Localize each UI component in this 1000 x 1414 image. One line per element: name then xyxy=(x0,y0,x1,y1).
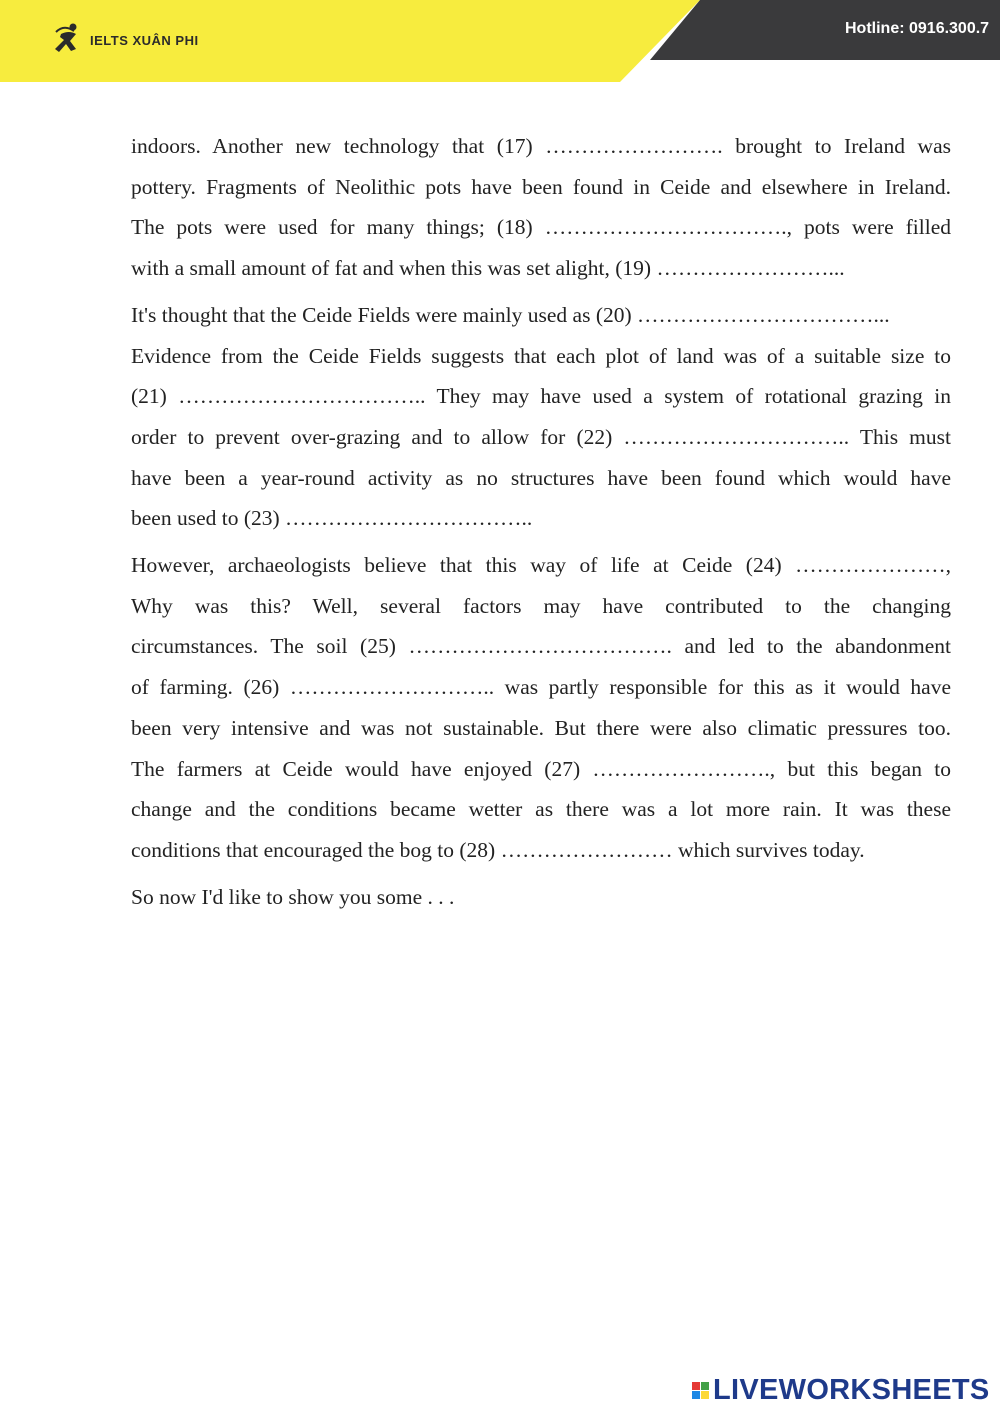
text-line: been used to (23) …………………………….. xyxy=(131,506,533,531)
paragraph-3 xyxy=(131,545,951,871)
logo-runner-icon xyxy=(52,22,86,58)
text-line: The farmers at Ceide would have enjoyed (27) ……………………., but this began to xyxy=(131,756,951,781)
text-line: pottery. Fragments of Neolithic pots have been found in Ceide and elsewhere in Ireland. xyxy=(131,174,951,199)
worksheet-body xyxy=(131,126,951,923)
text-line: with a small amount of fat and when this was set alight, (19) ……………………... xyxy=(131,256,845,281)
text-line: indoors. Another new technology that (17) ……………………. brought to Ireland was xyxy=(131,134,951,158)
text-line: been very intensive and was not sustainable. But there were also climatic pressures too. xyxy=(131,715,951,740)
paragraph-2 xyxy=(131,295,951,539)
liveworksheets-logo-icon xyxy=(692,1382,709,1399)
logo xyxy=(52,22,199,58)
text-line: Why was this? Well, several factors may have contributed to the changing xyxy=(131,593,951,618)
text-line: (21) …………………………….. They may have used a system of rotational grazing in xyxy=(131,384,951,409)
text-line: order to prevent over-grazing and to allow for (22) ………………………….. This must xyxy=(131,424,951,449)
paragraph-4 xyxy=(131,877,951,918)
footer-brand-text: LIVEWORKSHEETS xyxy=(713,1374,990,1406)
text-line: Evidence from the Ceide Fields suggests that each plot of land was of a suitable size to xyxy=(131,343,951,368)
hotline-text: Hotline: 0916.300.7 xyxy=(845,20,990,37)
text-line: conditions that encouraged the bog to (28) …………………… which survives today. xyxy=(131,837,865,862)
text-line: change and the conditions became wetter as there was a lot more rain. It was these xyxy=(131,797,951,822)
footer-brand xyxy=(692,1374,990,1407)
text-line: circumstances. The soil (25) ………………………………. and led to the abandonment xyxy=(131,634,951,659)
paragraph-1 xyxy=(131,126,951,289)
logo-text: IELTS XUÂN PHI xyxy=(90,32,199,48)
text-line: So now I'd like to show you some . . . xyxy=(131,884,455,909)
text-line: have been a year-round activity as no structures have been found which would have xyxy=(131,465,951,490)
text-line: of farming. (26) ……………………….. was partly responsible for this as it would have xyxy=(131,675,951,700)
text-line: It's thought that the Ceide Fields were mainly used as (20) ……………………………... xyxy=(131,302,890,327)
text-line: However, archaeologists believe that this way of life at Ceide (24) …………………, xyxy=(131,553,951,578)
text-line: The pots were used for many things; (18) ……………………………., pots were filled xyxy=(131,215,951,240)
page-header xyxy=(0,0,1000,82)
